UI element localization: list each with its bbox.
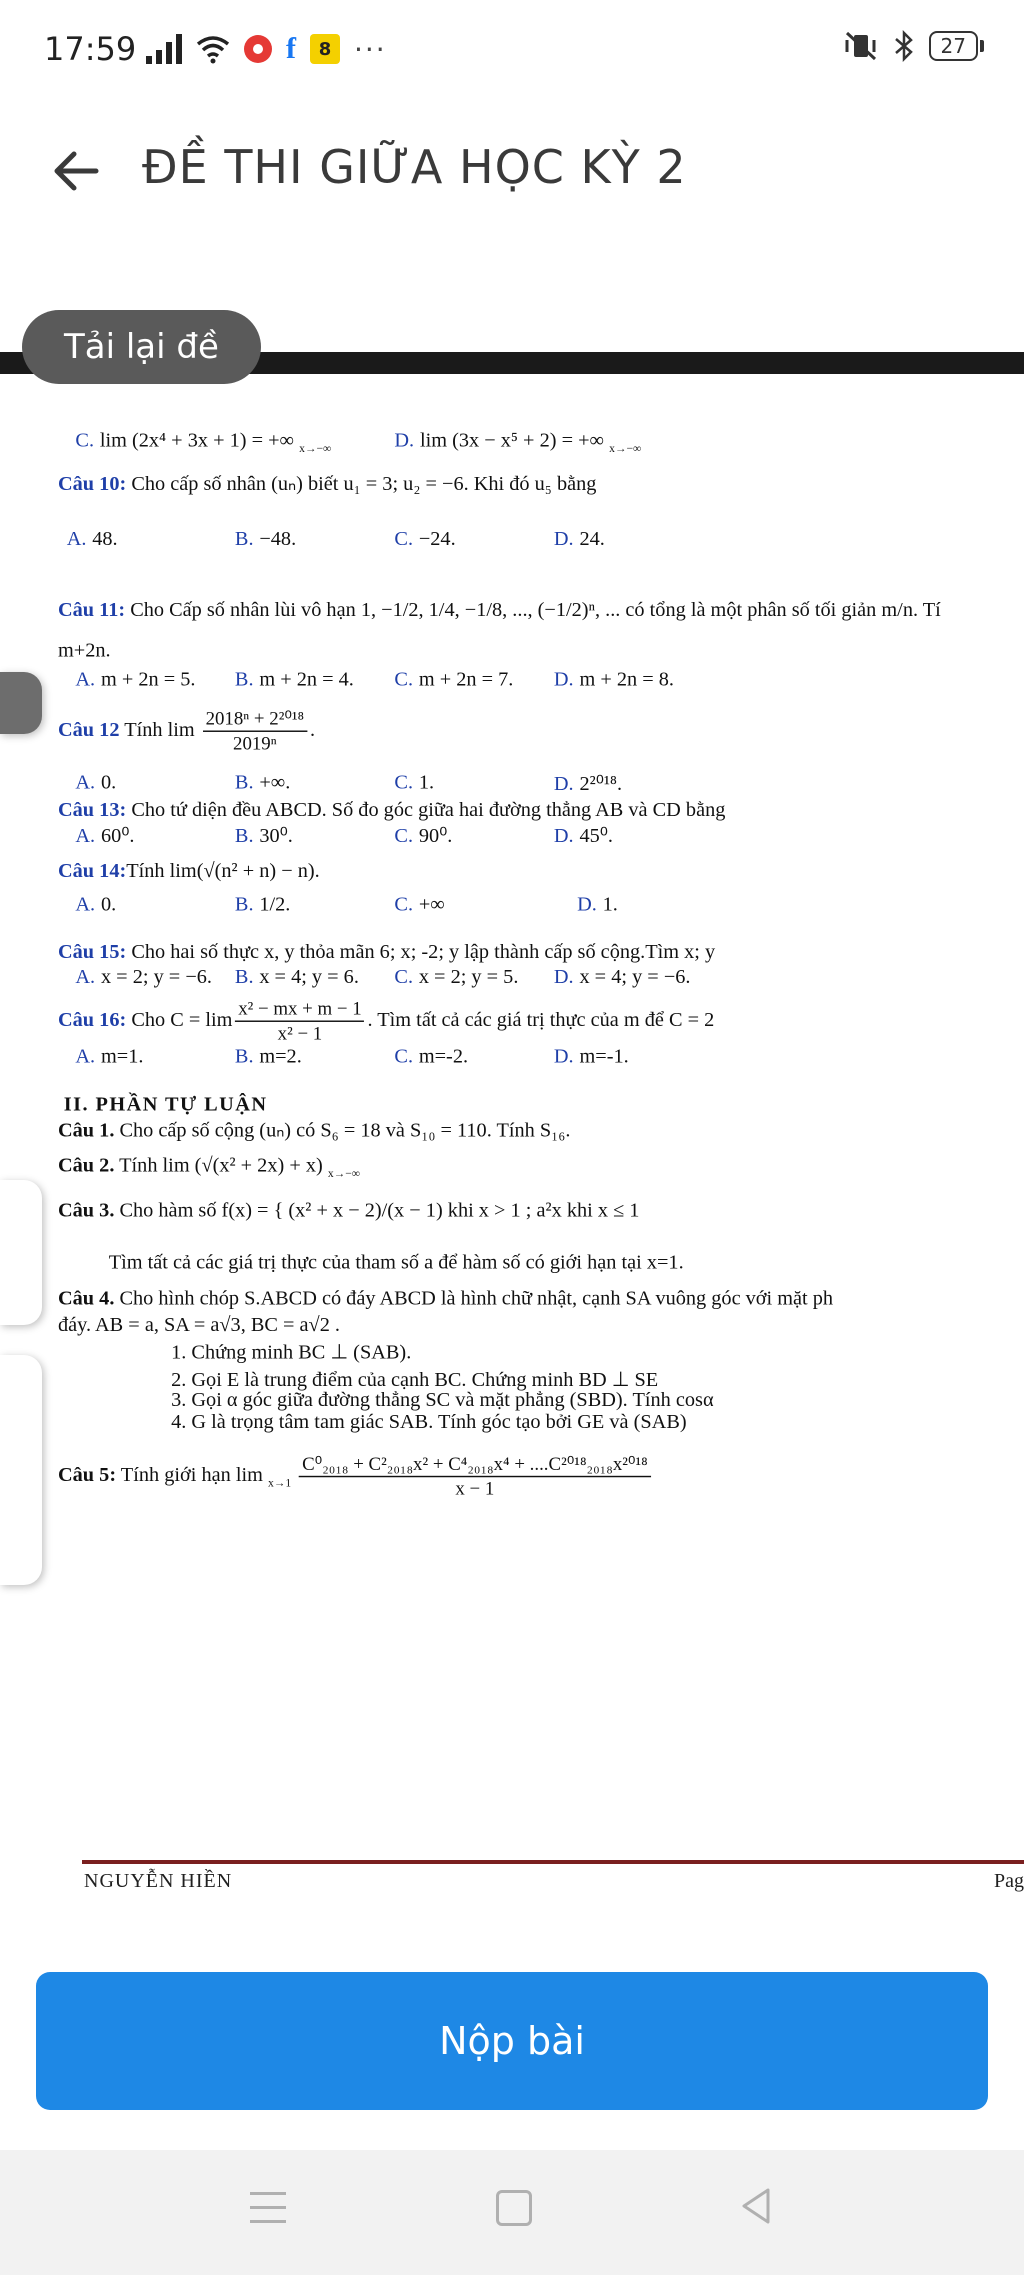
question-16: Câu 16: Cho C = lim $\frac{\text{x² − mx + m − 1}}{\text{x² − 1}}$ . Tìm tất cả các giá trị thực của m để C = 2 (58, 997, 715, 1044)
page-title: ĐỀ THI GIỮA HỌC KỲ 2 (142, 140, 687, 194)
app-red-icon (244, 35, 272, 63)
side-tab[interactable] (0, 1355, 42, 1585)
question-14: Câu 14:Tính lim(√(n² + n) − n). (58, 861, 320, 883)
option-c-prev: C. lim (2x⁴ + 3x + 1) = +∞ $_{x\to-\infty}$ (75, 430, 332, 455)
home-icon[interactable] (496, 2190, 532, 2226)
q16-option-a: A. m=1. (75, 1046, 144, 1069)
q14-option-d: D. 1. (577, 894, 618, 917)
back-arrow-icon[interactable] (50, 145, 102, 197)
q15-option-c: C. x = 2; y = 5. (394, 966, 519, 989)
battery-icon (929, 31, 984, 61)
side-tab[interactable] (0, 672, 42, 734)
bluetooth-icon (893, 30, 915, 62)
status-bar (0, 0, 1024, 100)
wifi-icon (196, 34, 230, 64)
submit-button[interactable]: Nộp bài (36, 1972, 988, 2110)
q16-option-b: B. m=2. (234, 1046, 302, 1069)
essay-question-2: Câu 2. Tính lim (√(x² + 2x) + x) $_{x\to-\infty}$ (58, 1155, 361, 1180)
q11-option-b: B. m + 2n = 4. (234, 669, 354, 692)
back-triangle-icon[interactable] (736, 2186, 776, 2226)
essay-question-3: Câu 3. Cho hàm số f(x) = { (x² + x − 2)/(x − 1) khi x > 1 ; a²x khi x ≤ 1 (58, 1200, 640, 1223)
system-nav-bar (0, 2150, 1024, 2275)
essay-question-4: Câu 4. Cho hình chóp S.ABCD có đáy ABCD là hình chữ nhật, cạnh SA vuông góc với mặt ph (58, 1288, 834, 1311)
q10-option-d: D. 24. (553, 528, 605, 551)
exam-page (0, 310, 1024, 1950)
q13-option-b: B. 30⁰. (234, 826, 293, 848)
essay-question-3-line2: Tìm tất cả các giá trị thực của tham số a để hàm số có giới hạn tại x=1. (108, 1252, 684, 1275)
q11-option-a: A. m + 2n = 5. (75, 669, 196, 692)
q15-option-b: B. x = 4; y = 6. (234, 966, 359, 989)
side-tab[interactable] (0, 1180, 42, 1325)
q15-option-d: D. x = 4; y = −6. (553, 966, 691, 989)
essay-question-5: Câu 5: Tính giới hạn lim $_{x\to 1}$ $\frac{\text{C⁰₂₀₁₈ + C²₂₀₁₈x² + C⁴₂₀₁₈x⁴ + ....C²⁰¹⁸₂₀₁₈x²⁰¹⁸}}{x - 1}$ (58, 1453, 653, 1501)
reload-exam-button[interactable]: Tải lại đề (22, 310, 261, 384)
essay-question-1: Câu 1. Cho cấp số cộng (uₙ) có S₆ = 18 và S₁₀ = 110. Tính S₁₆. (58, 1120, 571, 1143)
essay-question-4-part2: 2. Gọi E là trung điểm của cạnh BC. Chứng minh BD ⊥ SE (171, 1369, 659, 1392)
q12-option-b: B. +∞. (234, 772, 291, 795)
q13-option-c: C. 90⁰. (394, 826, 453, 848)
q15-option-a: A. x = 2; y = −6. (75, 966, 212, 989)
q16-option-d: D. m=-1. (553, 1046, 629, 1069)
app-header (0, 120, 1024, 220)
document-footer-page: Pag (994, 1870, 1024, 1892)
status-icons-right (843, 30, 984, 62)
essay-question-4-part3: 3. Gọi α góc giữa đường thẳng SC và mặt phẳng (SBD). Tính cosα (171, 1390, 714, 1412)
battery-level: 27 (929, 31, 978, 61)
q11-option-d: D. m + 2n = 8. (553, 669, 674, 692)
question-12: Câu 12 Tính lim $\frac{\text{2018ⁿ + 2²⁰¹⁸}}{\text{2019ⁿ}}$ . (58, 707, 316, 754)
vibrate-icon (843, 31, 879, 61)
exam-document[interactable] (0, 310, 1024, 1950)
q10-option-c: C. −24. (394, 528, 456, 551)
q14-option-c: C. +∞ (394, 894, 445, 917)
question-10: Câu 10: Cho cấp số nhân (uₙ) biết u₁ = 3; u₂ = −6. Khi đó u₅ bằng (58, 473, 597, 496)
q13-option-d: D. 45⁰. (553, 826, 613, 848)
q12-option-d: D. 2²⁰¹⁸. (553, 774, 623, 796)
question-15: Câu 15: Cho hai số thực x, y thỏa mãn 6; x; -2; y lập thành cấp số cộng.Tìm x; y (58, 942, 716, 964)
app-yellow-icon: 8 (310, 34, 340, 64)
document-footer-author: NGUYỄN HIỀN (84, 1870, 233, 1892)
q14-option-a: A. 0. (75, 894, 117, 917)
question-13: Câu 13: Cho tứ diện đều ABCD. Số đo góc giữa hai đường thẳng AB và CD bằng (58, 800, 726, 822)
question-11-cont: m+2n. (58, 640, 111, 663)
q10-option-b: B. −48. (234, 528, 297, 551)
q11-option-c: C. m + 2n = 7. (394, 669, 514, 692)
status-time: 17:59 (44, 30, 137, 68)
more-icon: ··· (354, 32, 387, 66)
option-d-prev: D. lim (3x − x⁵ + 2) = +∞ $_{x\to-\infty}$ (394, 430, 642, 455)
essay-section-title: II. PHẦN TỰ LUẬN (63, 1094, 268, 1117)
essay-question-4-part4: 4. G là trọng tâm tam giác SAB. Tính góc tạo bởi GE và (SAB) (171, 1412, 687, 1434)
q16-option-c: C. m=-2. (394, 1046, 469, 1069)
signal-icon (146, 34, 182, 64)
menu-icon[interactable] (250, 2192, 286, 2226)
document-footer-rule (82, 1860, 1024, 1864)
q13-option-a: A. 60⁰. (75, 826, 135, 848)
essay-question-4-part1: 1. Chứng minh BC ⊥ (SAB). (171, 1342, 412, 1365)
q12-option-a: A. 0. (75, 772, 117, 795)
q10-option-a: A. 48. (66, 528, 118, 551)
essay-question-4-line2: đáy. AB = a, SA = a√3, BC = a√2 . (58, 1314, 341, 1337)
q12-option-c: C. 1. (394, 772, 435, 795)
status-icons-left (146, 32, 387, 66)
q14-option-b: B. 1/2. (234, 894, 291, 917)
question-11: Câu 11: Cho Cấp số nhân lùi vô hạn 1, −1/2, 1/4, −1/8, ..., (−1/2)ⁿ, ... có tổng là một phân số tối giản m/n. Tí (58, 600, 941, 622)
facebook-icon: f (286, 32, 296, 65)
